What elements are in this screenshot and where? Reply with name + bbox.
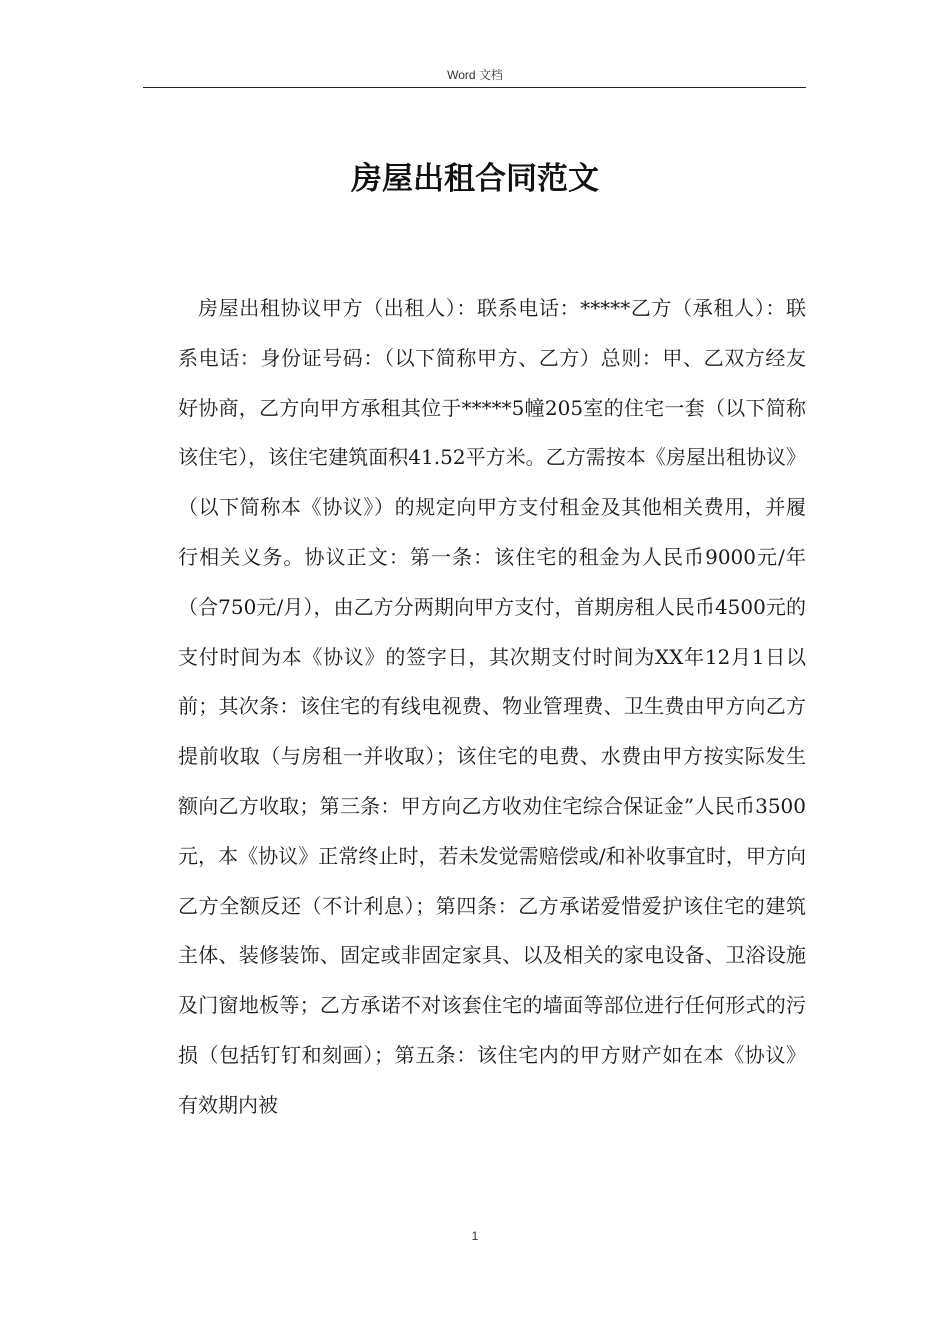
document-title: 房屋出租合同范文 [351, 161, 599, 197]
page-number: 1 [471, 1229, 479, 1243]
document-body-paragraph: 房屋出租协议甲方（出租人）：联系电话：*****乙方（承租人）：联系电话：身份证号码：（以下简称甲方、乙方）总则：甲、乙双方经友好协商，乙方向甲方承租其位于*****5幢205室的住宅一套（以下简称该住宅），该住宅建筑面积41.52平方米。乙方需按本《房屋出租协议》（以下简称本《协议》）的规定向甲方支付租金及其他相关费用，并履行相关义务。协议正文：第一条：该住宅的租金为人民币9000元/年（合750元/月），由乙方分两期向甲方支付，首期房租人民币4500元的支付时间为本《协议》的签字日，其次期支付时间为XX年12月1日以前；其次条：该住宅的有线电视费、物业管理费、卫生费由甲方向乙方提前收取（与房租一并收取）；该住宅的电费、水费由甲方按实际发生额向乙方收取；第三条：甲方向乙方收劝住宅综合保证金”人民币3500元，本《协议》正常终止时，若未发觉需赔偿或/和补收事宜时，甲方向乙方全额反还（不计利息）；第四条：乙方承诺爱惜爱护该住宅的建筑主体、装修装饰、固定或非固定家具、以及相关的家电设备、卫浴设施及门窗地板等；乙方承诺不对该套住宅的墙面等部位进行任何形式的污损（包括钉钉和刻画）；第五条：该住宅内的甲方财产如在本《协议》有效期内被 [178, 296, 806, 1117]
page-header-label: Word 文档 [447, 68, 503, 82]
header-divider [143, 87, 806, 88]
